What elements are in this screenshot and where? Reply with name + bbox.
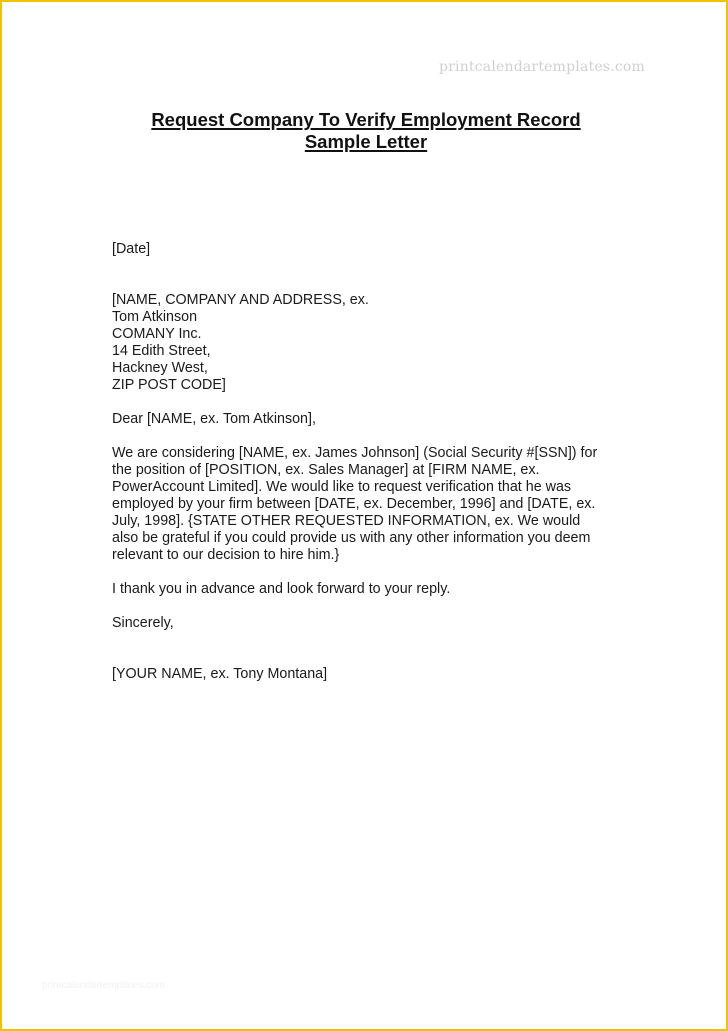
address-line: 14 Edith Street, (112, 343, 211, 359)
address-line: Hackney West, (112, 360, 208, 376)
address-line: ZIP POST CODE] (112, 377, 226, 393)
closing: Sincerely, (112, 615, 174, 631)
body-line: PowerAccount Limited]. We would like to request verification that he was (112, 479, 572, 495)
title-line-2: Sample Letter (304, 131, 428, 152)
address-line: [NAME, COMPANY AND ADDRESS, ex. (112, 292, 369, 308)
address-line: Tom Atkinson (112, 309, 198, 325)
watermark-top: printcalendartemplates.com (438, 59, 645, 75)
watermark-bottom: printcalendartemplates.com (42, 980, 165, 991)
thanks-line: I thank you in advance and look forward to your reply. (112, 581, 451, 597)
body-line: July, 1998]. {STATE OTHER REQUESTED INFORMATION, ex. We would (112, 513, 581, 529)
body-line: the position of [POSITION, ex. Sales Manager] at [FIRM NAME, ex. (112, 462, 540, 478)
salutation: Dear [NAME, ex. Tom Atkinson], (112, 411, 316, 427)
signature-line: [YOUR NAME, ex. Tony Montana] (112, 666, 328, 682)
title-line-1: Request Company To Verify Employment Record (151, 109, 581, 130)
body-line: relevant to our decision to hire him.} (112, 547, 340, 563)
address-line: COMANY Inc. (112, 326, 202, 342)
body-paragraph (112, 445, 632, 564)
letter-date: [Date] (112, 241, 151, 257)
letter-body (112, 241, 632, 683)
body-line: We are considering [NAME, ex. James Johnson] (Social Security #[SSN]) for (112, 445, 598, 461)
body-line: also be grateful if you could provide us with any other information you deem (112, 530, 591, 546)
recipient-address (112, 292, 632, 394)
page-title (2, 109, 728, 153)
body-line: employed by your firm between [DATE, ex. December, 1996] and [DATE, ex. (112, 496, 596, 512)
